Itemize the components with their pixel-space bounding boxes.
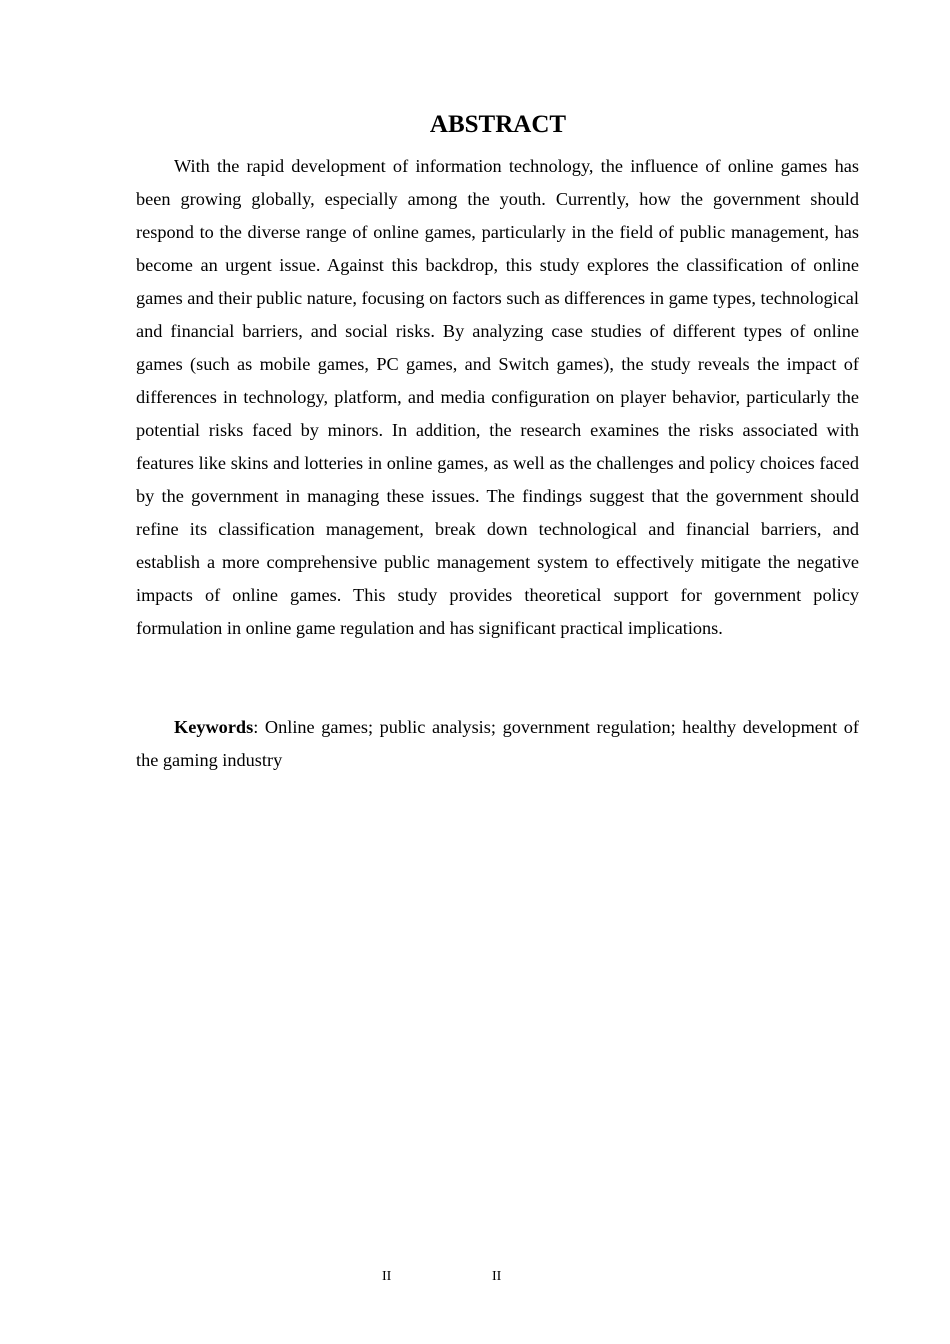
keywords-text: : Online games; public analysis; government regulation; healthy development of the gaming industry xyxy=(136,717,859,770)
abstract-paragraph: With the rapid development of information technology, the influence of online games has been growing globally, especially among the youth. Currently, how the government should respond to the diverse range of online games, particularly in the field of public management, has become an urgent issue. Against this backdrop, this study explores the classification of online games and their public nature, focusing on factors such as differences in game types, technological and financial barriers, and social risks. By analyzing case studies of different types of online games (such as mobile games, PC games, and Switch games), the study reveals the impact of differences in technology, platform, and media configuration on player behavior, particularly the potential risks faced by minors. In addition, the research examines the risks associated with features like skins and lotteries in online games, as well as the challenges and policy choices faced by the government in managing these issues. The findings suggest that the government should refine its classification management, break down technological and financial barriers, and establish a more comprehensive public management system to effectively mitigate the negative impacts of online games. This study provides theoretical support for government policy formulation in online game regulation and has significant practical implications. xyxy=(136,156,859,638)
page-number-right: II xyxy=(492,1269,502,1284)
abstract-title: ABSTRACT xyxy=(429,111,567,138)
keywords-label: Keywords xyxy=(174,717,254,737)
page-number-left: II xyxy=(382,1269,392,1284)
keywords-paragraph xyxy=(136,711,859,777)
